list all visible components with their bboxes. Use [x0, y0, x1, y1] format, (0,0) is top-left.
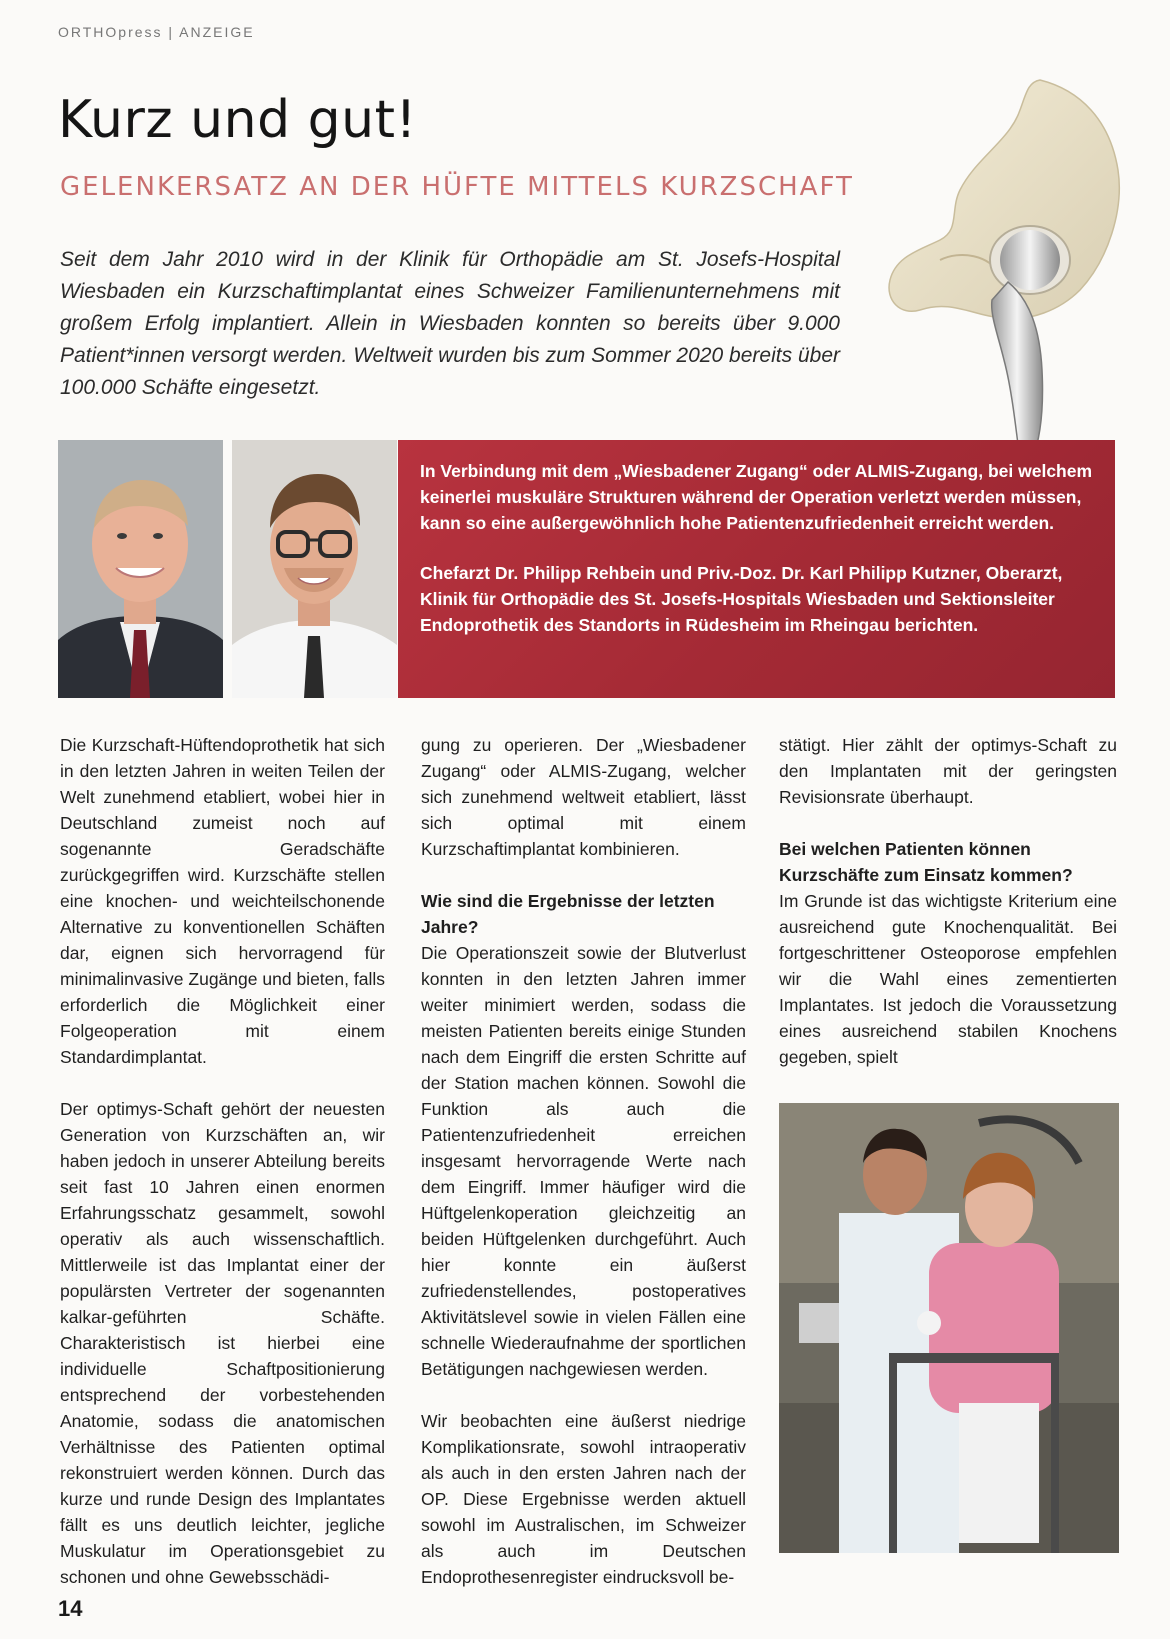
article-subtitle: GELENKERSATZ AN DER HÜFTE MITTELS KURZSCHAFT [60, 172, 854, 202]
portrait-photo-kutzner [232, 440, 397, 698]
highlight-box [398, 440, 1115, 698]
portrait-photo-rehbein [58, 440, 223, 698]
intro-paragraph: Seit dem Jahr 2010 wird in der Klinik für Orthopädie am St. Josefs-Hospital Wiesbaden ein Kurzschaftimplantat eines Schweizer Familienunternehmens mit großem Erfolg implantiert. Allein in Wiesbaden konnten so bereits über 9.000 Patient*innen versorgt werden. Weltweit wurden bis zum Sommer 2020 bereits über 100.000 Schäfte eingesetzt. [60, 248, 840, 399]
column-1 [60, 732, 385, 1590]
col3-paragraph-1: stätigt. Hier zählt der optimys-Schaft zu den Implantaten mit der geringsten Revisionsrate überhaupt. [779, 735, 1117, 807]
col1-paragraph-1: Die Kurzschaft-Hüftendoprothetik hat sich in den letzten Jahren in weiten Teilen der Welt zunehmend etabliert, wobei hier in Deutschland zumeist noch auf sogenannte Geradschäfte zurückgegriffen wird. Kurzschäfte stellen eine knochen- und weichteilschonende Alternative zu konventionellen Schäften dar, eignen sich hervorragend für minimalinvasive Zugänge und bieten, falls erforderlich die Möglichkeit einer Folgeoperation mit einem Standardimplantat. [60, 735, 385, 1067]
highlight-paragraph-1: In Verbindung mit dem „Wiesbadener Zugang“ oder ALMIS-Zugang, bei welchem keinerlei muskuläre Strukturen während der Operation verletzt werden müssen, kann so eine außergewöhnlich hohe Patientenzufriedenheit erreicht werden. [420, 461, 1093, 533]
article-title: Kurz und gut! [58, 90, 417, 150]
col2-paragraph-2: Die Operationszeit sowie der Blutverlust konnten in den letzten Jahren immer weiter minimiert werden, sodass die meisten Patienten bereits einige Stunden nach dem Eingriff die ersten Schritte auf der Station machen können. Sowohl die Funktion als auch die Patientenzufriedenheit erreichen insgesamt hervorragende Werte nach dem Eingriff. Immer häufiger wird die Hüftgelenkoperation gleichzeitig an beiden Hüftgelenken durchgeführt. Auch hier konnte ein äußerst zufriedenstellendes, postoperatives Aktivitätslevel sowie in vielen Fällen eine schnelle Wiederaufnahme der sportlichen Betätigungen nachgewiesen werden. [421, 943, 746, 1379]
hip-implant-illustration [880, 60, 1130, 480]
col3-heading: Bei welchen Patienten können Kurzschäfte zum Einsatz kommen? [779, 839, 1073, 885]
page-number: 14 [58, 1596, 83, 1621]
col3-paragraph-2: Im Grunde ist das wichtigste Kriterium eine ausreichend gute Knochenqualität. Bei fortgeschrittener Osteoporose empfehlen wir die Wahl eines zementierten Implantates. Ist jedoch die Voraussetzung eines ausreichend stabilen Knochens gegeben, spielt [779, 891, 1117, 1067]
patient-photo [779, 1103, 1119, 1553]
femoral-head [1000, 230, 1060, 290]
col2-paragraph-3: Wir beobachten eine äußerst niedrige Komplikationsrate, sowohl intraoperativ als auch in den ersten Jahren nach der OP. Diese Ergebnisse werden aktuell sowohl im Australischen, im Schweizer als auch im Deutschen Endoprothesenregister eindrucksvoll be- [421, 1411, 746, 1587]
col2-heading: Wie sind die Ergebnisse der letzten Jahre? [421, 891, 715, 937]
col2-paragraph-1: gung zu operieren. Der „Wiesbadener Zugang“ oder ALMIS-Zugang, welcher sich zunehmend weltweit etabliert, lässt sich optimal mit einem Kurzschaftimplantat kombinieren. [421, 735, 746, 859]
column-3 [779, 732, 1117, 1070]
column-2 [421, 732, 746, 1590]
header-label: ORTHOpress | ANZEIGE [58, 24, 255, 40]
col1-paragraph-2: Der optimys-Schaft gehört der neuesten Generation von Kurzschäften an, wir haben jedoch in unserer Abteilung bereits seit fast 10 Jahren einen enormen Erfahrungsschatz gesammelt, sowohl operativ als auch wissenschaftlich. Mittlerweile ist das Implantat einer der populärsten Vertreter der sogenannten kalkar-geführten Schäfte. Charakteristisch ist hierbei eine individuelle Schaftpositionierung entsprechend der vorbestehenden Anatomie, sodass die anatomischen Verhältnisse des Patienten optimal rekonstruiert werden können. Durch das kurze und runde Design des Implantates fällt es uns deutlich leichter, jegliche Muskulatur im Operationsgebiet zu schonen und ohne Gewebsschädi- [60, 1099, 385, 1587]
highlight-paragraph-2: Chefarzt Dr. Philipp Rehbein und Priv.-Doz. Dr. Karl Philipp Kutzner, Oberarzt, Klinik für Orthopädie des St. Josefs-Hospitals Wiesbaden und Sektionsleiter Endoprothetik des Standorts in Rüdesheim im Rheingau berichten. [420, 563, 1063, 635]
